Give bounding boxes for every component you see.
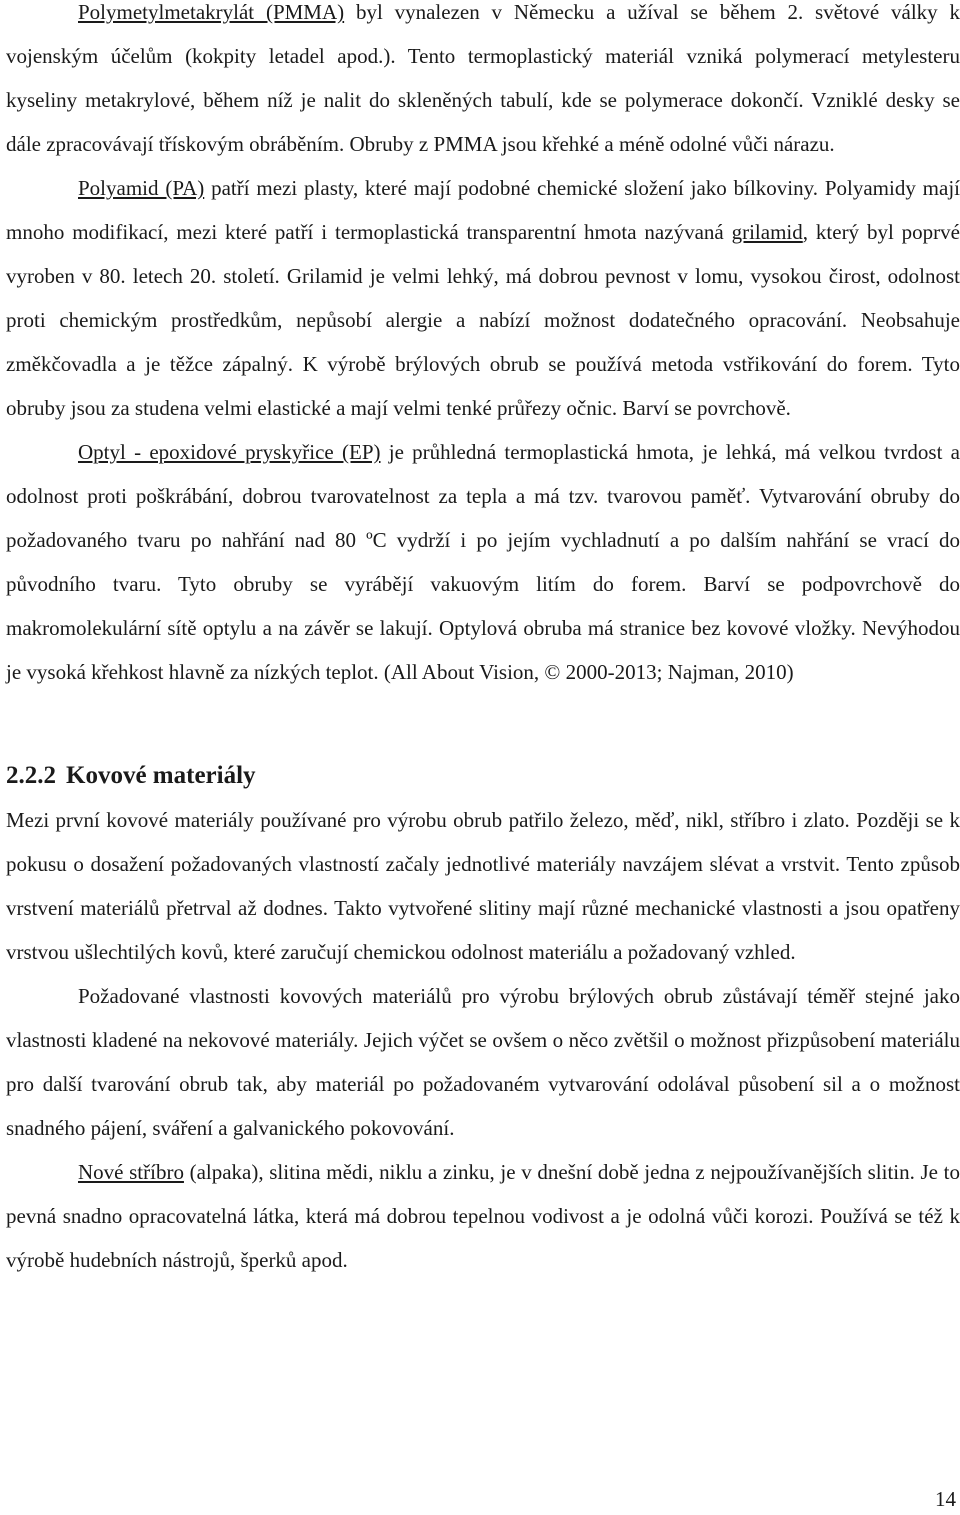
section-heading	[6, 752, 960, 798]
paragraph-optyl-text: je průhledná termoplastická hmota, je lehká, má velkou tvrdost a odolnost proti poškrábání, dobrou tvarovatelnost za tepla a má tzv. tvarovou paměť. Vytvarování obruby do požadovaného tvaru po nahřání nad 80 ºC vydrží i po jejím vychladnutí a po dalším nahřání se vrací do původního tvaru. Tyto obruby se vyrábějí vakuovým litím do forem. Barví se podpovrchově do makromolekulární sítě optylu a na závěr se lakují. Optylová obruba má stranice bez kovové vložky. Nevýhodou je vysoká křehkost hlavně za nízkých teplot. (All About Vision, © 2000-2013; Najman, 2010)	[6, 440, 960, 684]
paragraph-polyamid	[6, 166, 960, 430]
term-optyl: Optyl - epoxidové pryskyřice (EP)	[78, 440, 381, 464]
paragraph-pozadovane-vlastnosti	[6, 974, 960, 1150]
paragraph-optyl	[6, 430, 960, 694]
term-polyamid: Polyamid (PA)	[78, 176, 205, 200]
section-gap	[6, 694, 960, 752]
paragraph-pozadovane-vlastnosti-text: Požadované vlastnosti kovových materiálů pro výrobu brýlových obrub zůstávají téměř stejné jako vlastnosti kladené na nekovové materiály. Jejich výčet se ovšem o něco zvětšil o možnost přizpůsobení materiálu pro další tvarování obrub tak, aby materiál po požadovaném vytvarování odolával působení sil a o možnost snadného pájení, sváření a galvanického pokovování.	[6, 984, 960, 1140]
term-pmma: Polymetylmetakrylát (PMMA)	[78, 0, 345, 24]
paragraph-polyamid-text-2: , který byl poprvé vyroben v 80. letech 20. století. Grilamid je velmi lehký, má dobrou pevnost v lomu, vysokou čirost, odolnost proti chemickým prostředkům, nepůsobí alergie a nabízí možnost dodatečného opracování. Neobsahuje změkčovadla a je těžce zápalný. K výrobě brýlových obrub se používá metoda vstřikování do forem. Tyto obruby jsou za studena velmi elastické a mají velmi tenké průřezy očnic. Barví se povrchově.	[6, 220, 960, 420]
paragraph-pmma	[6, 0, 960, 166]
section-title: Kovové materiály	[66, 762, 256, 789]
document-page	[6, 0, 960, 1282]
page-number: 14	[935, 1487, 956, 1511]
paragraph-kovove-intro-text: Mezi první kovové materiály používané pro výrobu obrub patřilo železo, měď, nikl, stříbro i zlato. Později se k pokusu o dosažení požadovaných vlastností začaly jednotlivé materiály navzájem slévat a vrstvit. Tento způsob vrstvení materiálů přetrval až dodnes. Takto vytvořené slitiny mají různé mechanické vlastnosti a jsou opatřeny vrstvou ušlechtilých kovů, které zaručují chemickou odolnost materiálu a požadovaný vzhled.	[6, 808, 960, 964]
paragraph-kovove-intro	[6, 798, 960, 974]
section-number: 2.2.2	[6, 762, 56, 789]
paragraph-nove-stribro-text: (alpaka), slitina mědi, niklu a zinku, je v dnešní době jedna z nejpoužívanějších slitin. Je to pevná snadno opracovatelná látka, která má dobrou tepelnou vodivost a je odolná vůči korozi. Používá se též k výrobě hudebních nástrojů, šperků apod.	[6, 1160, 960, 1272]
paragraph-polyamid-text-1: patří mezi plasty, které mají podobné chemické složení jako bílkoviny. Polyamidy mají mnoho modifikací, mezi které patří i termoplastická transparentní hmota nazývaná	[6, 176, 960, 244]
paragraph-nove-stribro	[6, 1150, 960, 1282]
term-grilamid: grilamid	[731, 220, 803, 244]
paragraph-pmma-text: byl vynalezen v Německu a užíval se během 2. světové války k vojenským účelům (kokpity letadel apod.). Tento termoplastický materiál vzniká polymerací metylesteru kyseliny metakrylové, během níž je nalit do skleněných tabulí, kde se polymerace dokončí. Vzniklé desky se dále zpracovávají třískovým obráběním. Obruby z PMMA jsou křehké a méně odolné vůči nárazu.	[6, 0, 960, 156]
term-nove-stribro: Nové stříbro	[78, 1160, 184, 1184]
